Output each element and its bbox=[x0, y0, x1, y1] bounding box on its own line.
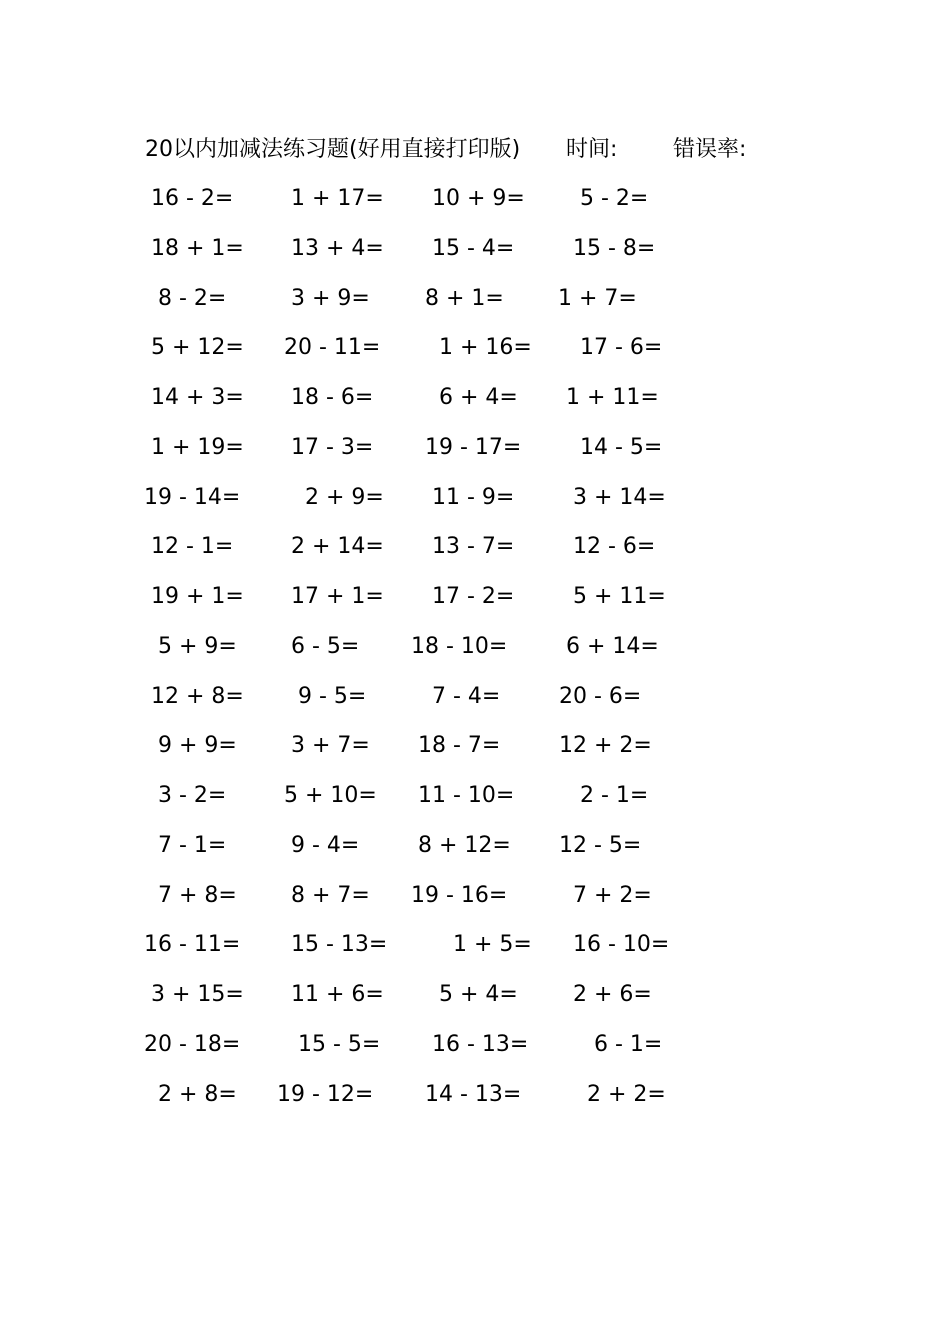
problem-r19-c3: 14 - 13= bbox=[425, 1081, 522, 1107]
problem-r9-c3: 17 - 2= bbox=[432, 584, 515, 609]
problem-r19-c4: 2 + 2= bbox=[587, 1081, 666, 1107]
problem-r8-c2: 2 + 14= bbox=[291, 534, 384, 560]
problem-r2-c1: 18 + 1= bbox=[151, 235, 244, 261]
problem-r1-c4: 5 - 2= bbox=[580, 186, 649, 211]
problem-r16-c4: 16 - 10= bbox=[573, 932, 670, 958]
problem-r1-c3: 10 + 9= bbox=[432, 186, 525, 211]
problem-r3-c1: 8 - 2= bbox=[158, 285, 227, 311]
problem-r1-c2: 1 + 17= bbox=[291, 186, 384, 211]
problem-r7-c3: 11 - 9= bbox=[432, 484, 515, 510]
time-label: 时间: bbox=[566, 137, 618, 162]
problem-r7-c1: 19 - 14= bbox=[144, 484, 241, 510]
error-rate-label: 错误率: bbox=[673, 137, 747, 162]
problem-r8-c4: 12 - 6= bbox=[573, 534, 656, 560]
problem-r19-c1: 2 + 8= bbox=[158, 1081, 237, 1107]
problem-r8-c3: 13 - 7= bbox=[432, 534, 515, 560]
problem-r5-c3: 6 + 4= bbox=[439, 385, 518, 410]
problem-r18-c4: 6 - 1= bbox=[594, 1031, 663, 1057]
problem-r16-c2: 15 - 13= bbox=[291, 932, 388, 958]
problem-r5-c2: 18 - 6= bbox=[291, 385, 374, 410]
problem-r12-c2: 3 + 7= bbox=[291, 733, 370, 759]
problem-r14-c4: 12 - 5= bbox=[559, 832, 642, 858]
problem-r10-c1: 5 + 9= bbox=[158, 633, 237, 659]
problem-r4-c3: 1 + 16= bbox=[439, 335, 532, 361]
problem-r5-c4: 1 + 11= bbox=[566, 385, 659, 410]
problem-r18-c3: 16 - 13= bbox=[432, 1031, 529, 1057]
problem-r14-c2: 9 - 4= bbox=[291, 832, 360, 858]
problem-r14-c3: 8 + 12= bbox=[418, 832, 511, 858]
problem-r10-c4: 6 + 14= bbox=[566, 633, 659, 659]
problem-r15-c2: 8 + 7= bbox=[291, 882, 370, 908]
problem-r4-c4: 17 - 6= bbox=[580, 335, 663, 361]
problem-r11-c2: 9 - 5= bbox=[298, 683, 367, 709]
problem-r6-c4: 14 - 5= bbox=[580, 434, 663, 460]
problem-r10-c2: 6 - 5= bbox=[291, 633, 360, 659]
problem-r16-c1: 16 - 11= bbox=[144, 932, 241, 958]
problem-r9-c2: 17 + 1= bbox=[291, 584, 384, 609]
problem-r12-c4: 12 + 2= bbox=[559, 733, 652, 759]
problem-r13-c4: 2 - 1= bbox=[580, 783, 649, 808]
problem-r9-c4: 5 + 11= bbox=[573, 584, 666, 609]
problem-r19-c2: 19 - 12= bbox=[277, 1081, 374, 1107]
problem-r13-c2: 5 + 10= bbox=[284, 783, 377, 808]
problem-r2-c4: 15 - 8= bbox=[573, 235, 656, 261]
problem-r3-c3: 8 + 1= bbox=[425, 285, 504, 311]
problem-r13-c3: 11 - 10= bbox=[418, 783, 515, 808]
problem-r7-c4: 3 + 14= bbox=[573, 484, 666, 510]
problem-r11-c1: 12 + 8= bbox=[151, 683, 244, 709]
problem-r11-c3: 7 - 4= bbox=[432, 683, 501, 709]
problem-r11-c4: 20 - 6= bbox=[559, 683, 642, 709]
problem-r15-c1: 7 + 8= bbox=[158, 882, 237, 908]
problem-r2-c3: 15 - 4= bbox=[432, 235, 515, 261]
problem-r1-c1: 16 - 2= bbox=[151, 186, 234, 211]
problem-r4-c2: 20 - 11= bbox=[284, 335, 381, 361]
problem-r6-c1: 1 + 19= bbox=[151, 434, 244, 460]
problem-r3-c2: 3 + 9= bbox=[291, 285, 370, 311]
problem-r17-c4: 2 + 6= bbox=[573, 982, 652, 1007]
problem-r15-c4: 7 + 2= bbox=[573, 882, 652, 908]
worksheet-title: 20以内加减法练习题(好用直接打印版) bbox=[145, 137, 521, 162]
problem-r3-c4: 1 + 7= bbox=[558, 285, 637, 311]
problem-r8-c1: 12 - 1= bbox=[151, 534, 234, 560]
problem-r18-c1: 20 - 18= bbox=[144, 1031, 241, 1057]
problem-r14-c1: 7 - 1= bbox=[158, 832, 227, 858]
problem-r9-c1: 19 + 1= bbox=[151, 584, 244, 609]
problem-r16-c3: 1 + 5= bbox=[453, 932, 532, 958]
problem-r18-c2: 15 - 5= bbox=[298, 1031, 381, 1057]
problem-r6-c3: 19 - 17= bbox=[425, 434, 522, 460]
problem-r2-c2: 13 + 4= bbox=[291, 235, 384, 261]
problem-r17-c2: 11 + 6= bbox=[291, 982, 384, 1007]
problem-r13-c1: 3 - 2= bbox=[158, 783, 227, 808]
problem-r17-c3: 5 + 4= bbox=[439, 982, 518, 1007]
problem-r15-c3: 19 - 16= bbox=[411, 882, 508, 908]
problem-r17-c1: 3 + 15= bbox=[151, 982, 244, 1007]
problem-r4-c1: 5 + 12= bbox=[151, 335, 244, 361]
problem-r12-c3: 18 - 7= bbox=[418, 733, 501, 759]
problem-r6-c2: 17 - 3= bbox=[291, 434, 374, 460]
problem-r10-c3: 18 - 10= bbox=[411, 633, 508, 659]
problem-r12-c1: 9 + 9= bbox=[158, 733, 237, 759]
problem-r5-c1: 14 + 3= bbox=[151, 385, 244, 410]
problem-r7-c2: 2 + 9= bbox=[305, 484, 384, 510]
